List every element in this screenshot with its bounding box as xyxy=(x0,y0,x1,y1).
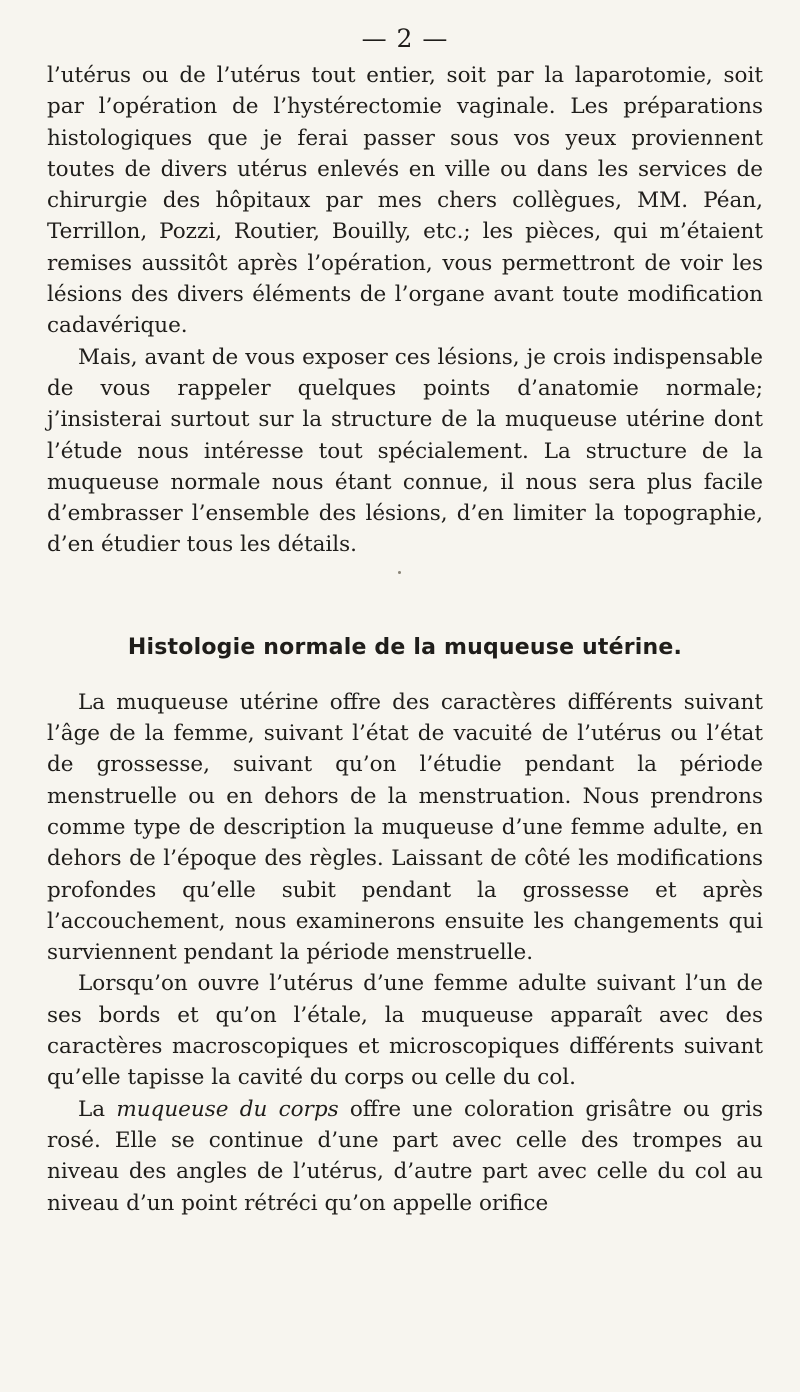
section-heading: Histologie normale de la muqueuse utérine. xyxy=(127,634,683,660)
paragraph-1: l’utérus ou de l’utérus tout entier, soit par la laparotomie, soit par l’opération de l’hystérectomie vaginale. Les préparations histologiques que je ferai passer sous vos yeux proviennent toutes de divers utérus enlevés en ville ou dans les services de chirurgie des hôpitaux par mes chers collègues, MM. Péan, Terrillon, Pozzi, Routier, Bouilly, etc.; les pièces, qui m’étaient remises aussitôt après l’opération, vous permettront de voir les lésions des divers éléments de l’organe avant toute modification cadavérique. xyxy=(47,63,763,339)
paragraph-5-text: offre une coloration grisâtre ou gris rosé. Elle se continue d’une part avec celle des trompes au niveau des angles de l’utérus, d’autre part avec celle du col au niveau d’un point rétréci qu’on appelle orifice xyxy=(47,1096,763,1216)
document-page xyxy=(47,22,763,1219)
paragraph-3: La muqueuse utérine offre des caractères différents suivant l’âge de la femme, suivant l’état de vacuité de l’utérus ou l’état de grossesse, suivant qu’on l’étudie pendant la période menstruelle ou en dehors de la menstruation. Nous prendrons comme type de description la muqueuse d’une femme adulte, en dehors de l’époque des règles. Laissant de côté les modifications profondes qu’elle subit pendant la grossesse et après l’accouchement, nous examinerons ensuite les changements qui surviennent pendant la période menstruelle. xyxy=(47,689,763,966)
paragraph-4: Lorsqu’on ouvre l’utérus d’une femme adulte suivant l’un de ses bords et qu’on l’étale, la muqueuse apparaît avec des caractères macroscopiques et microscopiques différents suivant qu’elle tapisse la cavité du corps ou celle du col. xyxy=(47,971,763,1091)
paragraph-2: Mais, avant de vous exposer ces lésions, je crois indispensable de vous rappeler quelques points d’anatomie normale; j’insisterai surtout sur la structure de la muqueuse utérine dont l’étude nous intéresse tout spécialement. La structure de la muqueuse normale nous étant connue, il nous sera plus facile d’embrasser l’ensemble des lésions, d’en limiter la topographie, d’en étudier tous les détails. xyxy=(47,344,763,558)
page-number: — 2 — xyxy=(361,24,449,53)
paragraph-5-prefix: La xyxy=(78,1096,117,1122)
paragraph-5 xyxy=(47,1094,763,1219)
stray-mark xyxy=(398,571,401,574)
paragraph-5-italic-term: muqueuse du corps xyxy=(116,1096,339,1122)
